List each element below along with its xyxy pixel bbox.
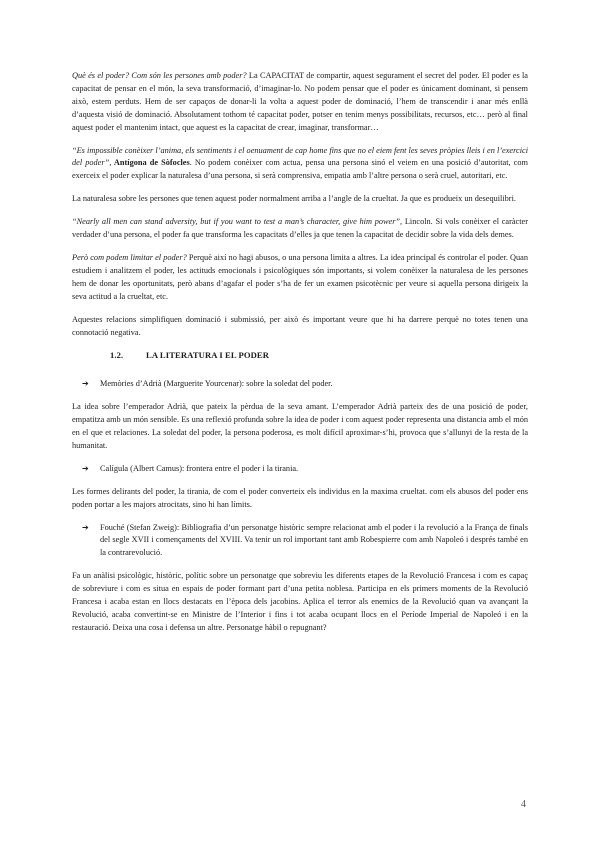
paragraph-text: . No podem conèixer com actua, pensa una persona sinó el veiem en una posició d’autoritat, com exerceix el poder explicar la naturalesa d’una persona, si serà comprensiva, empatia amb l’altre persona o serà cruel, autoritari, etc. [72,158,528,181]
list-item-text: Calígula (Albert Camus): frontera entre el poder i la tirania. [100,463,299,473]
arrow-right-icon: ➔ [82,522,89,532]
list-item-fouche [82,522,528,561]
arrow-right-icon: ➔ [82,379,89,389]
section-heading [110,349,528,362]
arrow-right-icon: ➔ [82,463,89,473]
section-number: 1.2. [110,350,124,361]
paragraph-fouche: Fa un anàlisi psicològic, històric, polític sobre un personatge que sobreviu les diferents etapes de la Revolució Francesa i com es capaç de sobreviure i com es situa en espais de poder formant part d’una petita noblesa. Participa en els primers moments de la Revolució Francesa i acaba estan en llocs destacats en l’època dels jacobins. Aplica el terror als enemics de la Revolució quan va avançant la Revolució, acaba convertint-se en Ministre de l’Interior i fins i tot acaba ocupant llocs en el Període Imperial de Napoleó i en la restauració. Deixa una cosa i defensa un altre. Personatge hàbil o repugnant? [72,571,528,632]
author-antigona: Antígona de Sòfocles [111,158,190,168]
quote-antigona: “Es impossible conèixer l’anima, els sentiments i el oenuament de cap home fins que no el eiem fent les seves pròpies lleis i en l’exercici del poder”, [72,145,528,168]
paragraph-limit-power [72,252,528,304]
list-item-text: Fouché (Stefan Zweig): Bibliografia d’un personatge històric sempre relacionat amb el poder i la revolució a la França de finals del segle XVII i començaments del XVIII. Va tenir un rol important tant amb Robespierre com amb Napoleó i després també en la contrarevolució. [100,522,528,558]
paragraph-text: La CAPACITAT de compartir, aquest segurament el secret del poder. El poder es la capacitat de pensar en el món, la seva transformació, d’imaginar-lo. No podem pensar que el poder es únicament dominant, si pensem això, estem perduts. Hem de ser capaços de donar-li la volta a aquest poder de dominació, l’hem de transcendir i anar més enllà d’aquesta visió de dominació. Absolutament tothom té capacitat poder, potser en tenim menys possibilitats, recursos, etc… però al final aquest poder el mantenim intact, que aquest es la capacitat de crear, imaginar, transformar… [72,71,528,132]
paragraph-text: Perquè així no hagi abusos, o una persona limita a altres. La idea principal és controlar el poder. Quan estudiem i analitzem el poder, les actituds emocionals i psicològiques són importants, si volem conèixer la naturalesa de les persones hem de donar les oportunitats, però abans d’agafar el poder s’ha de fer un examen psicotècnic per veure si aquella persona dirigeix la seva actitud a la crueltat, etc. [72,252,529,301]
page-number: 4 [521,799,526,810]
paragraph-text: Lincoln. Si vols conèixer el caràcter verdader d’una persona, el poder fa que transforma les capacitats d’elles ja que tenen la capacitat de decidir sobre la vida dels demes. [72,217,528,240]
paragraph-caligula: Les formes delirants del poder, la tirania, de com el poder converteix els individus en la maxima crueltat. com els abusos del poder ens poden portar a les majors atrocitats, sino hi han límits. [72,486,528,509]
section-title: LA LITERATURA I EL PODER [146,350,270,361]
paragraph-antigona [72,145,528,184]
list-item-caligula [82,463,528,476]
paragraph-cruelty: La naturalesa sobre les persones que tenen aquest poder normalment arriba a l’angle de la crueltat. Ja que es produeix un desequilibri. [72,194,516,204]
paragraph-adria: La idea sobre l’emperador Adrià, que pateix la pèrdua de la seva amant. L’emperador Adrià parteix des de una posició de poder, empatitza amb un món sensible. Es una reflexió profunda sobre la idea de poder i com aquest poder representa una distancia amb el món en el que et relaciones. La soledat del poder, la persona poderosa, es molt difícil aproximar-s’hi, provoca que s’allunyi de la resta de la humanitat. [72,402,528,450]
question-power: Què és el poder? Com són les persones amb poder? [72,71,247,80]
paragraph-relations: Aquestes relacions simplifiquen dominació i submissió, per això és important veure que hi ha darrere perquè no totes tenen una connotació negativa. [72,314,528,337]
document-body [72,70,528,645]
paragraph-power-definition [72,70,528,135]
question-limit: Però com podem limitar el poder? [72,252,187,262]
list-item-adria [82,378,528,391]
quote-lincoln: “Nearly all men can stand adversity, but if you want to test a man’s character, give him power”, [72,217,403,227]
paragraph-lincoln [72,216,528,242]
list-item-text: Memòries d’Adrià (Marguerite Yourcenar): sobre la soledat del poder. [100,379,333,389]
